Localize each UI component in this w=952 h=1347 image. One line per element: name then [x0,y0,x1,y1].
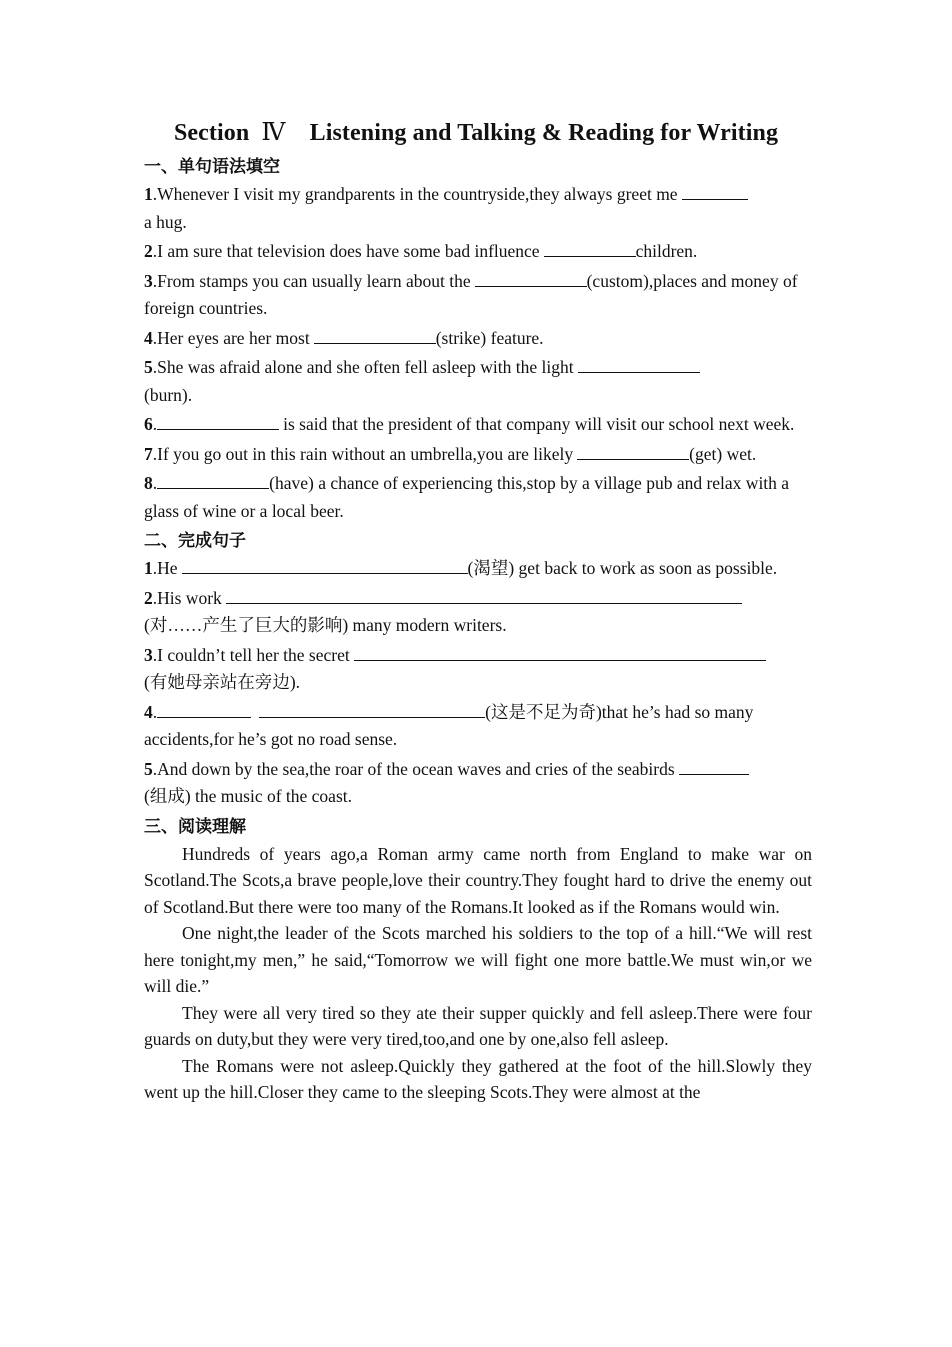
question-number: 6 [144,414,153,434]
answer-blank[interactable] [314,326,436,344]
question-number: 4 [144,701,153,722]
answer-blank[interactable] [259,700,485,718]
answer-blank[interactable] [679,757,749,775]
question-text: (有她母亲站在旁边). [144,672,301,692]
question-text: .I am sure that television does have some bad influence [152,241,540,261]
answer-blank[interactable] [226,586,742,604]
question-text: .And down by the sea,the roar of the ocean waves and cries of the seabirds [152,758,675,779]
answer-blank[interactable] [354,643,766,661]
question-text: . [152,414,158,434]
question-text: (组成) the music of the coast. [144,786,353,806]
question-number: 2 [144,241,153,261]
part1-heading: 一、单句语法填空 [144,157,280,177]
reading-paragraph: Hundreds of years ago,a Roman army came north from England to make war on Scotland.The Scots,a brave people,love their country.They fought hard to drive the enemy out of Scotland.But there were too many of the Romans.It looked as if the Romans would win. [144,843,812,917]
reading-paragraph: The Romans were not asleep.Quickly they gathered at the foot of the hill.Slowly they went up the hill.Closer they came to the sleeping Scots.They were almost at the [144,1055,812,1102]
question-number: 3 [144,270,153,291]
question-1-2 [144,238,812,266]
question-text: a hug. [144,211,187,232]
question-1-4 [144,325,812,353]
title-roman: Ⅳ [261,120,286,146]
answer-blank[interactable] [544,239,636,257]
question-number: 1 [144,558,153,578]
question-text: (这是不足为奇)that he’s had so many accidents,for he’s got no road sense. [144,701,754,749]
answer-blank[interactable] [182,556,468,574]
reading-paragraph: One night,the leader of the Scots marched his soldiers to the top of a hill.“We will rest here tonight,my men,” he said,“Tomorrow we will fight one more battle.We must win,or we will die.” [144,923,812,996]
question-text: . [152,473,158,493]
question-text: .I couldn’t tell her the secret [152,644,350,665]
answer-blank[interactable] [578,355,700,373]
question-text: (have) a chance of experiencing this,stop by a village pub and relax with a glass of wine or a local beer. [144,473,790,521]
question-text: .Whenever I visit my grandparents in the countryside,they always greet me [152,184,678,204]
question-1-3 [144,268,812,323]
question-text: children. [635,241,698,261]
question-text: .His work [152,587,222,608]
answer-blank[interactable] [577,442,689,460]
answer-blank[interactable] [157,471,269,489]
answer-blank[interactable] [475,269,587,287]
question-number: 5 [144,357,153,377]
question-text: (get) wet. [689,443,757,464]
question-2-5 [144,756,812,811]
question-number: 7 [144,443,153,464]
question-text: .He [152,558,178,578]
question-number: 8 [144,473,153,493]
question-text: . [152,701,158,722]
part2-heading: 二、完成句子 [144,531,246,551]
question-number: 3 [144,644,153,665]
answer-blank[interactable] [682,182,748,200]
question-2-1 [144,555,812,583]
question-2-4 [144,699,812,754]
question-text: is said that the president of that company will visit our school next week. [283,414,795,434]
question-text: (渴望) get back to work as soon as possible. [467,558,778,578]
question-text: (strike) feature. [435,327,544,348]
question-text: .If you go out in this rain without an umbrella,you are likely [152,443,574,464]
worksheet-page [144,118,812,1106]
page-title [140,118,812,147]
title-section: Section [173,120,250,146]
answer-blank[interactable] [157,412,279,430]
question-1-5 [144,354,812,409]
part3-heading: 三、阅读理解 [144,816,246,837]
question-text: (custom),places and money of foreign countries. [144,270,798,318]
question-1-8 [144,470,812,525]
question-1-6 [144,411,812,439]
question-2-3 [144,642,812,697]
question-number: 1 [144,184,153,204]
question-1-7 [144,441,812,469]
answer-blank[interactable] [157,700,251,718]
question-text: (burn). [144,384,193,405]
question-1-1 [144,181,812,236]
question-2-2 [144,585,812,640]
reading-paragraph: They were all very tired so they ate their supper quickly and fell asleep.There were four guards on duty,but they were very tired,too,and one by one,also fell asleep. [144,1002,812,1049]
question-text: .Her eyes are her most [152,327,310,348]
question-number: 4 [144,327,153,348]
question-text: .She was afraid alone and she often fell asleep with the light [152,357,574,377]
title-main: Listening and Talking & Reading for Writing [309,120,779,146]
question-number: 5 [144,758,153,779]
question-text: (对……产生了巨大的影响) many modern writers. [144,615,507,635]
question-text: .From stamps you can usually learn about the [152,270,471,291]
question-number: 2 [144,587,153,608]
